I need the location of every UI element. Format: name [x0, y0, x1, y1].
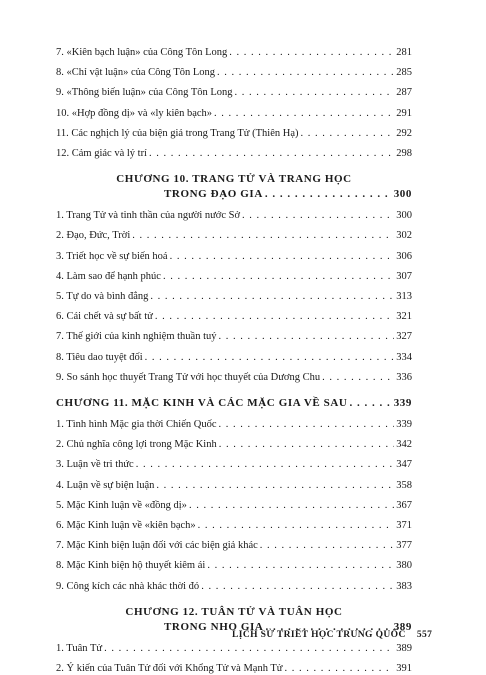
dot-leader	[285, 662, 395, 675]
toc-entry-title: 1. Tuân Tử	[56, 642, 103, 654]
chapter-heading-line2-title: TRONG NHO GIA	[164, 620, 264, 633]
dot-leader	[150, 290, 394, 303]
toc-entry-title: 8. «Chỉ vật luận» của Công Tôn Long	[56, 67, 216, 79]
dot-leader	[214, 107, 394, 120]
toc-entry	[56, 438, 412, 451]
toc-entry-page: 292	[396, 127, 412, 139]
toc-entry	[56, 270, 412, 283]
page-number: 557	[416, 630, 433, 640]
toc-entry-page: 342	[396, 439, 412, 451]
toc-entry-page: 302	[396, 230, 412, 242]
toc-entry	[56, 351, 412, 364]
toc-entry-title: 8. Tiêu dao tuyệt đối	[56, 351, 143, 363]
dot-leader	[198, 519, 395, 532]
running-title: LỊCH SỬ TRIẾT HỌC TRUNG QUỐC	[232, 630, 406, 640]
toc-entry-title: 11. Các nghịch lý của biện giả trong Trang Tử (Thiên Hạ)	[56, 127, 299, 139]
toc-entry-title: 5. Mặc Kinh luận về «đồng dị»	[56, 499, 187, 511]
toc-entry-title: 3. Triết học về sự biến hoá	[56, 250, 168, 262]
toc-entry-title: 3. Luận về tri thức	[56, 459, 134, 471]
toc-entry-title: 9. Công kích các nhà khác thời đó	[56, 580, 200, 592]
toc-entry-title: 1. Trang Tử và tinh thần của người nước Sở	[56, 210, 241, 222]
dot-leader	[219, 418, 395, 431]
toc-entry-page: 371	[396, 520, 412, 531]
dot-leader	[260, 539, 394, 552]
toc-entry-page: 298	[396, 148, 412, 159]
toc-entry	[56, 86, 412, 99]
toc-entry-title: 8. Mặc Kinh biện hộ thuyết kiêm ái	[56, 560, 206, 572]
dot-leader	[229, 46, 394, 59]
toc-entry-title: 7. Thế giới của kinh nghiệm thuần tuý	[56, 331, 217, 343]
toc-entry-title: 9. «Thông biến luận» của Công Tôn Long	[56, 87, 233, 99]
chapter-heading-title: CHƯƠNG 11. MẶC KINH VÀ CÁC MẶC GIA VỀ SAU	[56, 397, 348, 409]
toc-entry	[56, 580, 412, 593]
chapter-heading-line2	[56, 188, 412, 201]
toc-entry-page: 300	[396, 210, 412, 222]
toc-entry-page: 291	[396, 107, 412, 119]
toc-entry-title: 5. Tự do và bình đẳng	[56, 291, 149, 302]
toc-entry-page: 306	[396, 250, 412, 262]
toc-entry	[56, 559, 412, 572]
toc-entry-page: 347	[396, 459, 412, 471]
chapter-heading	[56, 397, 412, 410]
toc-entry	[56, 229, 412, 242]
dot-leader	[163, 270, 394, 283]
toc-entry	[56, 371, 412, 384]
dot-leader	[300, 127, 394, 140]
toc-entry	[56, 310, 412, 323]
toc-entry-page: 307	[396, 270, 412, 282]
toc-entry-page: 281	[396, 47, 412, 58]
dot-leader	[170, 250, 395, 263]
toc-entry-page: 334	[396, 351, 412, 363]
toc-entry-page: 383	[396, 580, 412, 592]
toc-entry-title: 4. Luận về sự biện luận	[56, 479, 155, 491]
toc-entry-title: 9. So sánh học thuyết Trang Tử với học thuyết của Dương Chu	[56, 371, 321, 383]
toc-entry-title: 7. «Kiên bạch luận» của Công Tôn Long	[56, 47, 228, 58]
toc-entry	[56, 290, 412, 303]
dot-leader	[132, 229, 394, 242]
toc-entry-page: 367	[396, 499, 412, 511]
dot-leader	[155, 310, 394, 323]
toc-entry-title: 6. Cái chết và sự bất tử	[56, 311, 153, 323]
toc-entry	[56, 127, 412, 140]
toc-entry-title: 4. Làm sao để hạnh phúc	[56, 270, 161, 282]
toc-entry-title: 2. Đạo, Đức, Trời	[56, 230, 131, 242]
dot-leader	[104, 642, 394, 655]
chapter-heading: CHƯƠNG 12. TUÂN TỬ VÀ TUÂN HỌC	[125, 605, 343, 618]
toc-entry	[56, 479, 412, 492]
dot-leader	[201, 580, 394, 593]
chapter-heading-line2-title: TRONG ĐẠO GIA	[164, 188, 263, 201]
toc-entry	[56, 662, 412, 675]
chapter-heading-page: 339	[393, 397, 412, 409]
toc-entry-title: 2. Ý kiến của Tuân Tử đối với Khổng Tử và Mạnh Tử	[56, 663, 283, 674]
toc-entry	[56, 46, 412, 59]
dot-leader	[219, 330, 395, 343]
toc-entry	[56, 330, 412, 343]
toc-entry-page: 358	[396, 479, 412, 491]
toc-entry-title: 6. Mặc Kinh luận về «kiên bạch»	[56, 520, 196, 531]
toc-entry	[56, 209, 412, 222]
dot-leader	[149, 147, 394, 160]
toc-entry-page: 336	[396, 371, 412, 383]
toc-entry-page: 377	[396, 540, 412, 552]
chapter-heading: CHƯƠNG 10. TRANG TỬ VÀ TRANG HỌC	[116, 173, 352, 186]
toc-entry	[56, 499, 412, 512]
toc-entry	[56, 66, 412, 79]
dot-leader	[242, 209, 394, 222]
dot-leader	[207, 559, 394, 572]
toc-entry	[56, 147, 412, 160]
toc-entry-title: 1. Tình hình Mặc gia thời Chiến Quốc	[56, 419, 217, 430]
toc-entry	[56, 519, 412, 532]
toc-entry-page: 389	[396, 642, 412, 654]
toc-entry-page: 339	[396, 419, 412, 430]
toc-entry-page: 327	[396, 331, 412, 343]
chapter-heading-line2-page: 389	[393, 620, 412, 633]
dot-leader	[189, 499, 394, 512]
toc-entry-page: 321	[396, 311, 412, 323]
toc-entry-title: 10. «Hợp đồng dị» và «ly kiên bạch»	[56, 107, 213, 119]
dot-leader	[219, 438, 395, 451]
dot-leader	[156, 479, 394, 492]
toc-entry-page: 287	[396, 87, 412, 99]
toc-entry-page: 391	[396, 663, 412, 674]
dot-leader	[322, 371, 394, 384]
dot-leader	[265, 188, 392, 201]
toc-entry	[56, 418, 412, 431]
dot-leader	[145, 351, 395, 364]
toc-entry-title: 2. Chủ nghĩa công lợi trong Mặc Kinh	[56, 439, 217, 451]
toc-entry	[56, 539, 412, 552]
chapter-heading-line2-page: 300	[393, 188, 412, 201]
toc-entry	[56, 458, 412, 471]
toc-entry-page: 313	[396, 291, 412, 302]
dot-leader	[136, 458, 395, 471]
toc-entry	[56, 642, 412, 655]
dot-leader	[217, 66, 394, 79]
toc-entry	[56, 107, 412, 120]
toc-entry-page: 380	[396, 560, 412, 572]
toc-entry-title: 7. Mặc Kinh biện luận đối với các biện giả khác	[56, 540, 258, 552]
page-footer	[232, 630, 432, 640]
toc-entry-title: 12. Cảm giác và lý trí	[56, 148, 147, 159]
toc-entry-page: 285	[396, 67, 412, 79]
dot-leader	[235, 86, 395, 99]
toc-entry	[56, 250, 412, 263]
dot-leader	[349, 397, 391, 410]
